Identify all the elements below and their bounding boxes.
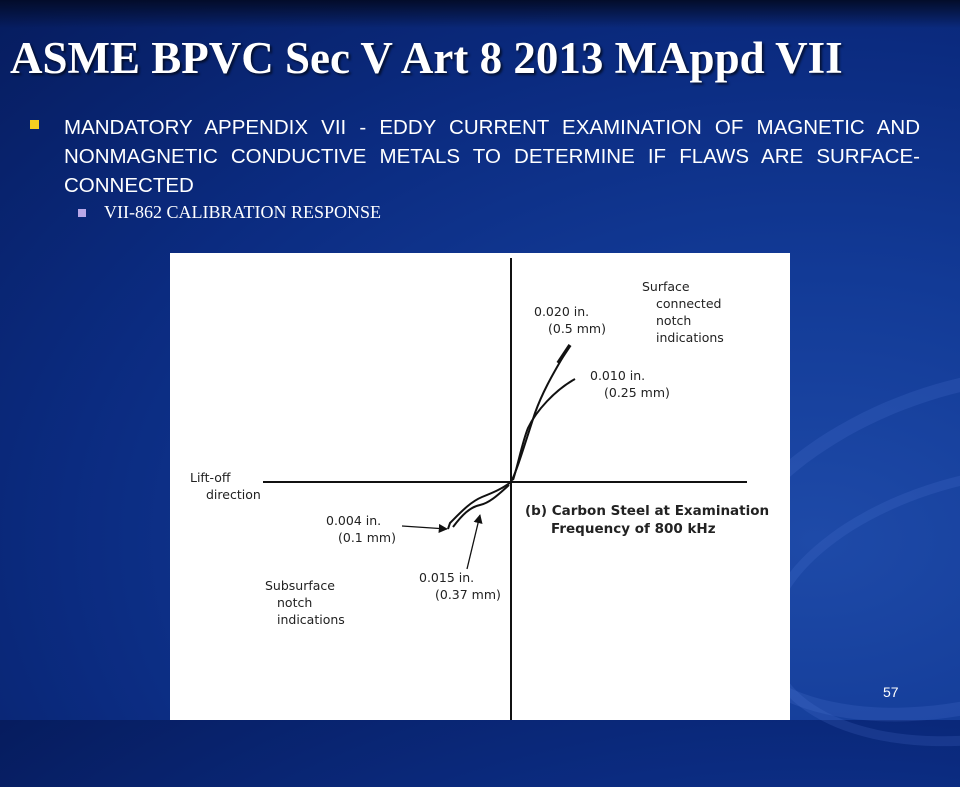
arrow-0015 xyxy=(467,515,480,569)
notch-0015-label: 0.015 in. (0.37 mm) xyxy=(419,570,501,602)
signal-trace-0015 xyxy=(453,485,509,527)
bullet-marker xyxy=(30,120,39,129)
sub-bullet-text: VII-862 CALIBRATION RESPONSE xyxy=(104,202,382,222)
arrow-0004 xyxy=(402,526,447,529)
sub-bullet-item xyxy=(78,202,381,223)
page-number: 57 xyxy=(883,684,899,700)
notch-0010-label: 0.010 in. (0.25 mm) xyxy=(590,368,670,400)
calibration-response-figure xyxy=(170,253,790,720)
slide-title: ASME BPVC Sec V Art 8 2013 MAppd VII xyxy=(10,33,843,83)
bullet-item-1 xyxy=(30,113,920,200)
signal-trace-0020 xyxy=(511,346,569,482)
top-band xyxy=(0,0,960,28)
bullet-text: MANDATORY APPENDIX VII - EDDY CURRENT EXAMINATION OF MAGNETIC AND NONMAGNETIC CONDUCTIVE METALS TO DETERMINE IF FLAWS ARE SURFACE-CONNECTED xyxy=(64,116,920,197)
sub-bullet-marker xyxy=(78,209,86,217)
notch-0004-label: 0.004 in. (0.1 mm) xyxy=(326,513,396,545)
surface-connected-label: Surface connected notch indications xyxy=(642,279,724,345)
figure-caption: (b) Carbon Steel at Examination Frequency of 800 kHz xyxy=(525,503,770,537)
signal-trace-0020-thick xyxy=(558,345,570,363)
subsurface-notch-label: Subsurface notch indications xyxy=(265,578,345,627)
lift-off-label: Lift-off direction xyxy=(190,470,261,502)
notch-0020-label: 0.020 in. (0.5 mm) xyxy=(534,304,606,336)
